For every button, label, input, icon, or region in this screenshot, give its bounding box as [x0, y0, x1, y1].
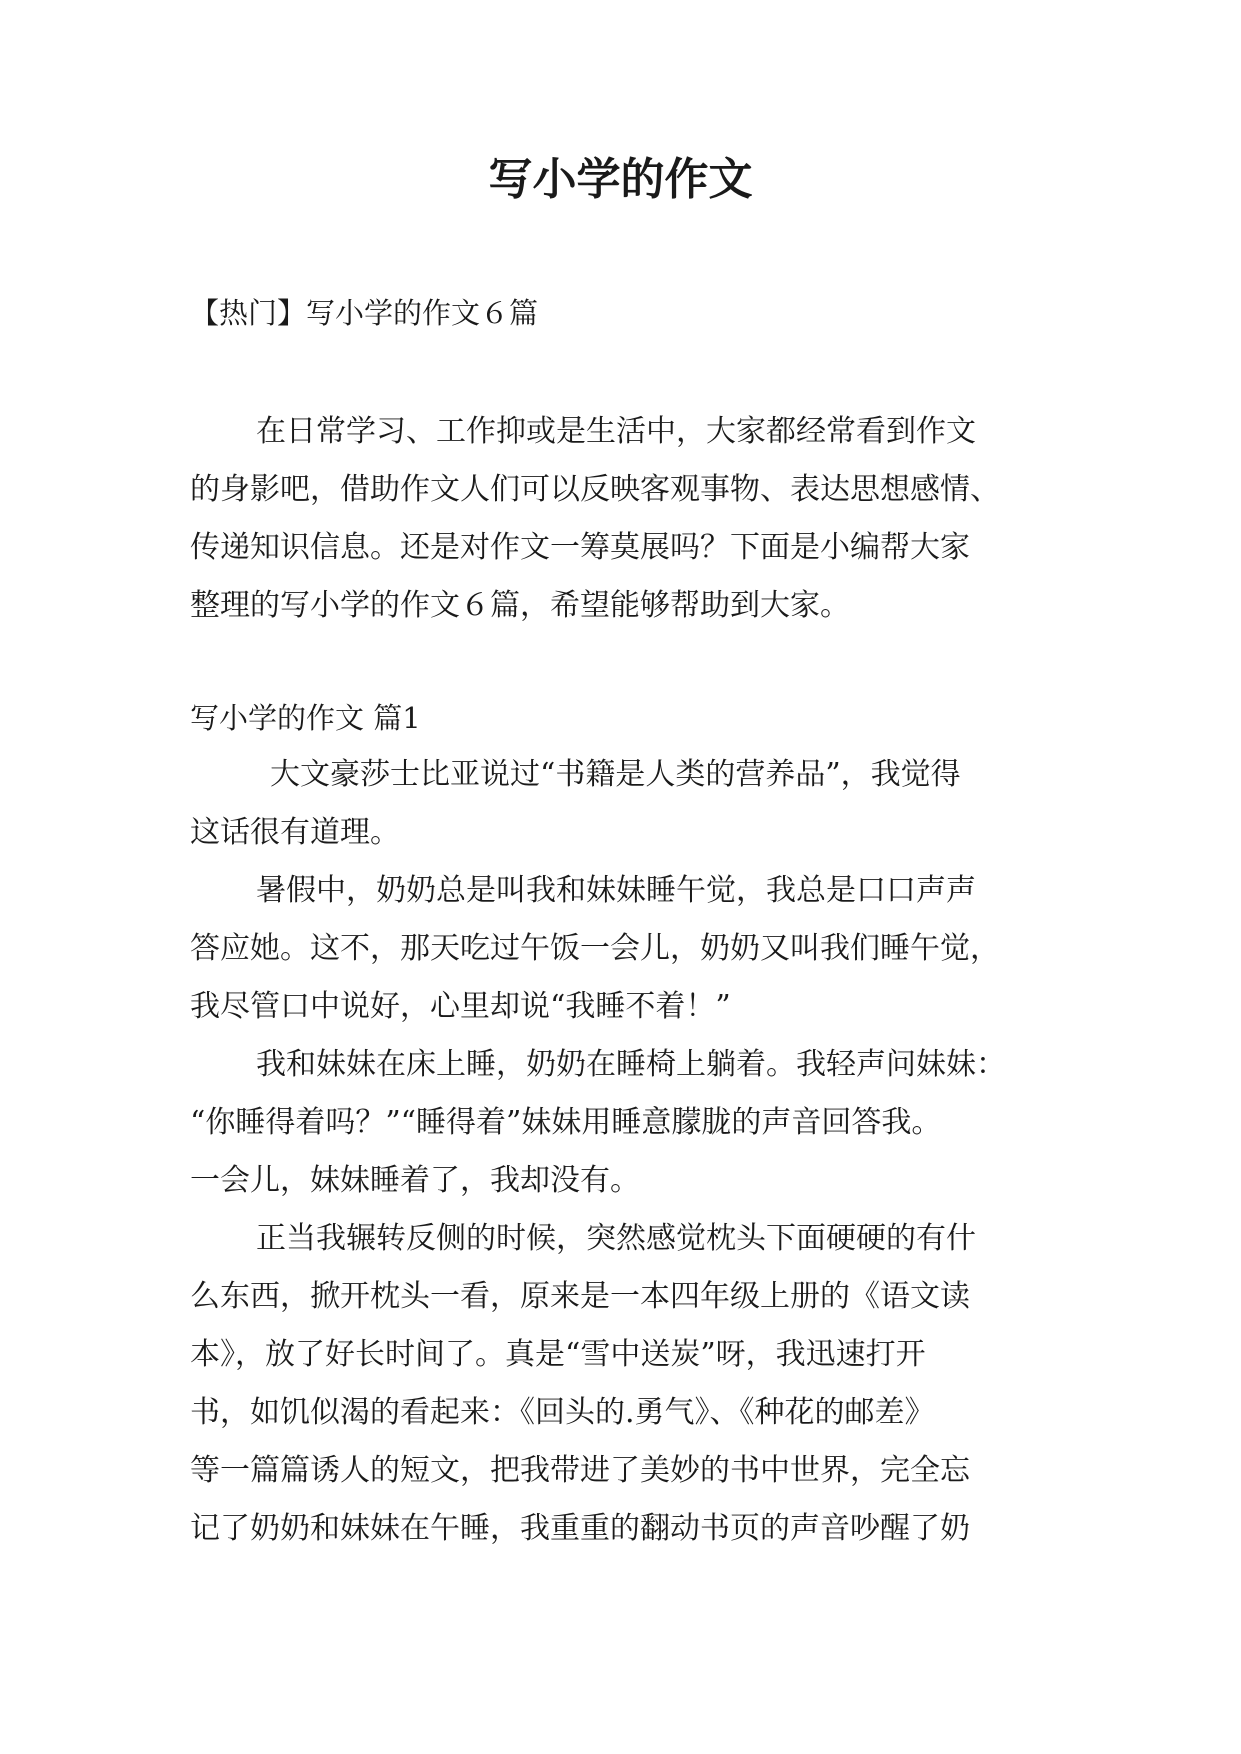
body-line: 记了奶奶和妹妹在午睡，我重重的翻动书页的声音吵醒了奶	[190, 1511, 970, 1546]
intro-line: 在日常学习、工作抑或是生活中，大家都经常看到作文	[256, 414, 976, 449]
body-line: 这话很有道理。	[190, 815, 400, 850]
document-subtitle: 【热门】写小学的作文６篇	[190, 296, 539, 330]
body-line: 一会儿，妹妹睡着了，我却没有。	[190, 1163, 640, 1198]
body-line: 我尽管口中说好，心里却说“我睡不着！”	[190, 989, 731, 1024]
intro-paragraph	[190, 403, 1070, 635]
body-line: 暑假中，奶奶总是叫我和妹妹睡午觉，我总是口口声声	[256, 873, 976, 908]
body-line: 正当我辗转反侧的时候，突然感觉枕头下面硬硬的有什	[256, 1221, 976, 1256]
body-line: 大文豪莎士比亚说过“书籍是人类的营养品”，我觉得	[270, 757, 961, 792]
body-line: “你睡得着吗？”“睡得着”妹妹用睡意朦胧的声音回答我。	[190, 1105, 942, 1140]
intro-line: 的身影吧，借助作文人们可以反映客观事物、表达思想感情、	[190, 472, 1000, 507]
essay-body	[190, 746, 1070, 1558]
body-line: 书，如饥似渴的看起来：《回头的.勇气》、《种花的邮差》	[190, 1395, 935, 1430]
body-line: 本》，放了好长时间了。真是“雪中送炭”呀，我迅速打开	[190, 1337, 926, 1372]
body-line: 等一篇篇诱人的短文，把我带进了美妙的书中世界，完全忘	[190, 1453, 970, 1488]
intro-line: 整理的写小学的作文６篇，希望能够帮助到大家。	[190, 588, 850, 623]
body-line: 我和妹妹在床上睡，奶奶在睡椅上躺着。我轻声问妹妹：	[256, 1047, 1006, 1082]
intro-line: 传递知识信息。还是对作文一筹莫展吗？下面是小编帮大家	[190, 530, 970, 565]
document-title: 写小学的作文	[488, 154, 753, 205]
body-line: 答应她。这不，那天吃过午饭一会儿，奶奶又叫我们睡午觉，	[190, 931, 1000, 966]
section-heading: 写小学的作文 篇1	[190, 701, 421, 735]
body-line: 么东西，掀开枕头一看，原来是一本四年级上册的《语文读	[190, 1279, 970, 1314]
